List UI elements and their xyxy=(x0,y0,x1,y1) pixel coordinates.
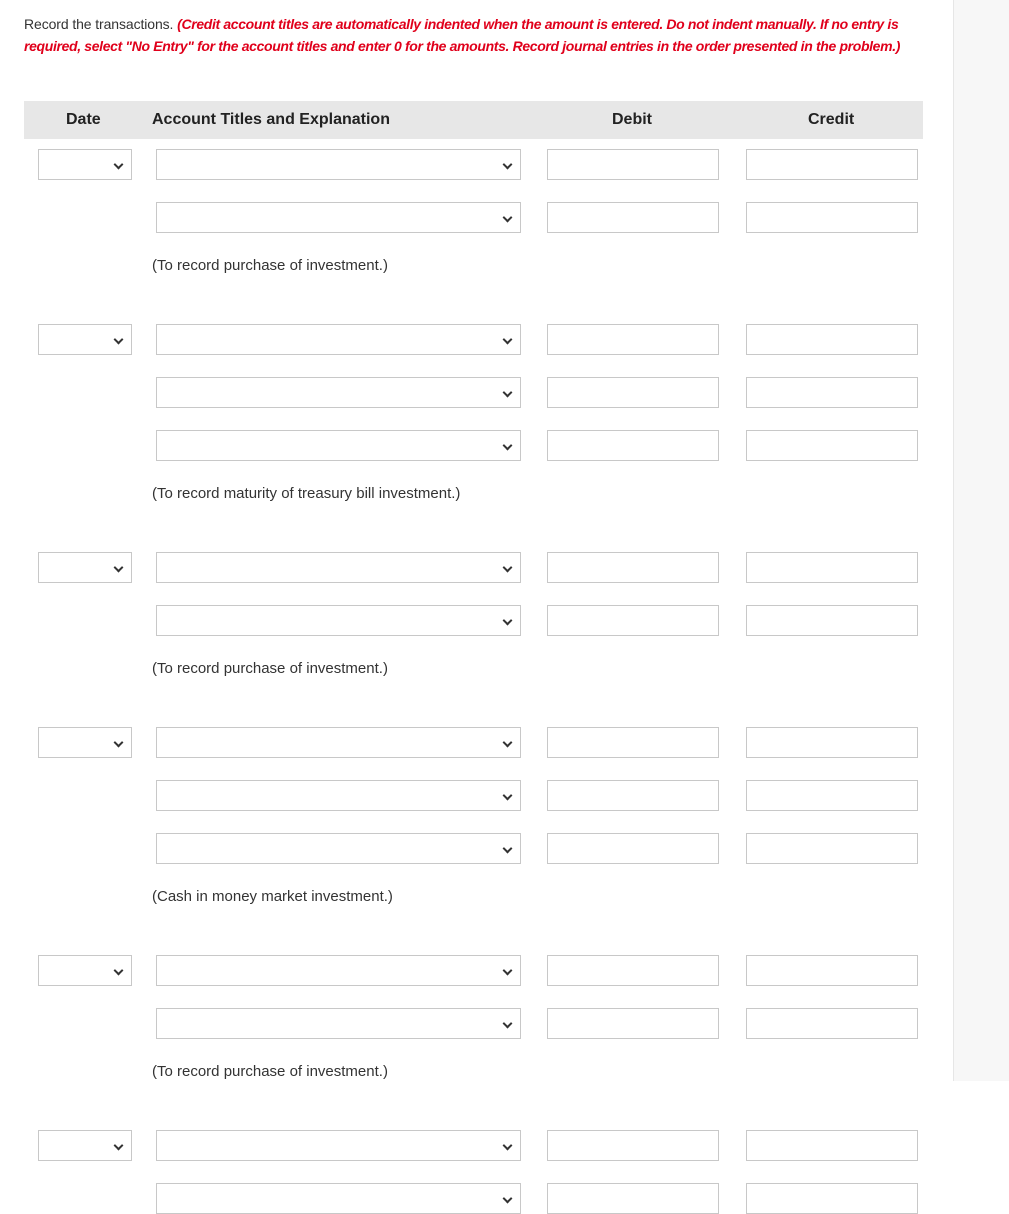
chevron-down-icon xyxy=(114,335,124,345)
credit-input[interactable] xyxy=(746,605,918,636)
entry-explanation: (To record purchase of investment.) xyxy=(152,1063,388,1080)
credit-input[interactable] xyxy=(746,149,918,180)
account-title-select[interactable] xyxy=(156,780,521,811)
header-debit: Debit xyxy=(612,111,652,128)
date-select[interactable] xyxy=(38,149,132,180)
account-title-select[interactable] xyxy=(156,149,521,180)
header-account-titles: Account Titles and Explanation xyxy=(152,111,390,128)
debit-input[interactable] xyxy=(547,780,719,811)
chevron-down-icon xyxy=(503,738,513,748)
chevron-down-icon xyxy=(503,1194,513,1204)
debit-input[interactable] xyxy=(547,1183,719,1214)
account-title-select[interactable] xyxy=(156,324,521,355)
credit-input[interactable] xyxy=(746,1183,918,1214)
account-title-select[interactable] xyxy=(156,727,521,758)
date-select[interactable] xyxy=(38,955,132,986)
entry-explanation: (To record maturity of treasury bill investment.) xyxy=(152,485,461,502)
chevron-down-icon xyxy=(503,563,513,573)
date-select[interactable] xyxy=(38,552,132,583)
chevron-down-icon xyxy=(503,160,513,170)
journal-table-header xyxy=(24,101,923,139)
credit-input[interactable] xyxy=(746,1130,918,1161)
entry-explanation: (To record purchase of investment.) xyxy=(152,660,388,677)
account-title-select[interactable] xyxy=(156,552,521,583)
debit-input[interactable] xyxy=(547,430,719,461)
chevron-down-icon xyxy=(503,1019,513,1029)
chevron-down-icon xyxy=(503,791,513,801)
debit-input[interactable] xyxy=(547,1130,719,1161)
chevron-down-icon xyxy=(503,966,513,976)
chevron-down-icon xyxy=(114,738,124,748)
debit-input[interactable] xyxy=(547,833,719,864)
credit-input[interactable] xyxy=(746,324,918,355)
account-title-select[interactable] xyxy=(156,377,521,408)
debit-input[interactable] xyxy=(547,149,719,180)
date-select[interactable] xyxy=(38,324,132,355)
date-select[interactable] xyxy=(38,1130,132,1161)
instructions-note: (Credit account titles are automatically indented when the amount is entered. Do not indent manually. If no entry is required, select "No Entry" for the account titles and enter 0 for the amounts. Record journal entries in the order presented in the problem.) xyxy=(24,16,901,54)
credit-input[interactable] xyxy=(746,202,918,233)
instructions-lead: Record the transactions. xyxy=(24,16,174,32)
credit-input[interactable] xyxy=(746,727,918,758)
date-select[interactable] xyxy=(38,727,132,758)
account-title-select[interactable] xyxy=(156,1008,521,1039)
chevron-down-icon xyxy=(503,441,513,451)
debit-input[interactable] xyxy=(547,605,719,636)
chevron-down-icon xyxy=(114,1141,124,1151)
debit-input[interactable] xyxy=(547,552,719,583)
header-credit: Credit xyxy=(808,111,855,128)
chevron-down-icon xyxy=(114,563,124,573)
chevron-down-icon xyxy=(503,844,513,854)
credit-input[interactable] xyxy=(746,430,918,461)
credit-input[interactable] xyxy=(746,955,918,986)
chevron-down-icon xyxy=(503,1141,513,1151)
account-title-select[interactable] xyxy=(156,1130,521,1161)
debit-input[interactable] xyxy=(547,1008,719,1039)
account-title-select[interactable] xyxy=(156,202,521,233)
account-title-select[interactable] xyxy=(156,430,521,461)
chevron-down-icon xyxy=(114,160,124,170)
right-gutter xyxy=(953,0,1009,1081)
credit-input[interactable] xyxy=(746,833,918,864)
debit-input[interactable] xyxy=(547,727,719,758)
credit-input[interactable] xyxy=(746,1008,918,1039)
debit-input[interactable] xyxy=(547,202,719,233)
credit-input[interactable] xyxy=(746,552,918,583)
chevron-down-icon xyxy=(503,213,513,223)
header-date: Date xyxy=(66,111,101,128)
chevron-down-icon xyxy=(503,616,513,626)
chevron-down-icon xyxy=(503,335,513,345)
entry-explanation: (To record purchase of investment.) xyxy=(152,257,388,274)
account-title-select[interactable] xyxy=(156,833,521,864)
credit-input[interactable] xyxy=(746,780,918,811)
instructions xyxy=(24,13,924,57)
debit-input[interactable] xyxy=(547,955,719,986)
debit-input[interactable] xyxy=(547,377,719,408)
entry-explanation: (Cash in money market investment.) xyxy=(152,888,393,905)
chevron-down-icon xyxy=(503,388,513,398)
credit-input[interactable] xyxy=(746,377,918,408)
debit-input[interactable] xyxy=(547,324,719,355)
account-title-select[interactable] xyxy=(156,605,521,636)
account-title-select[interactable] xyxy=(156,955,521,986)
account-title-select[interactable] xyxy=(156,1183,521,1214)
chevron-down-icon xyxy=(114,966,124,976)
